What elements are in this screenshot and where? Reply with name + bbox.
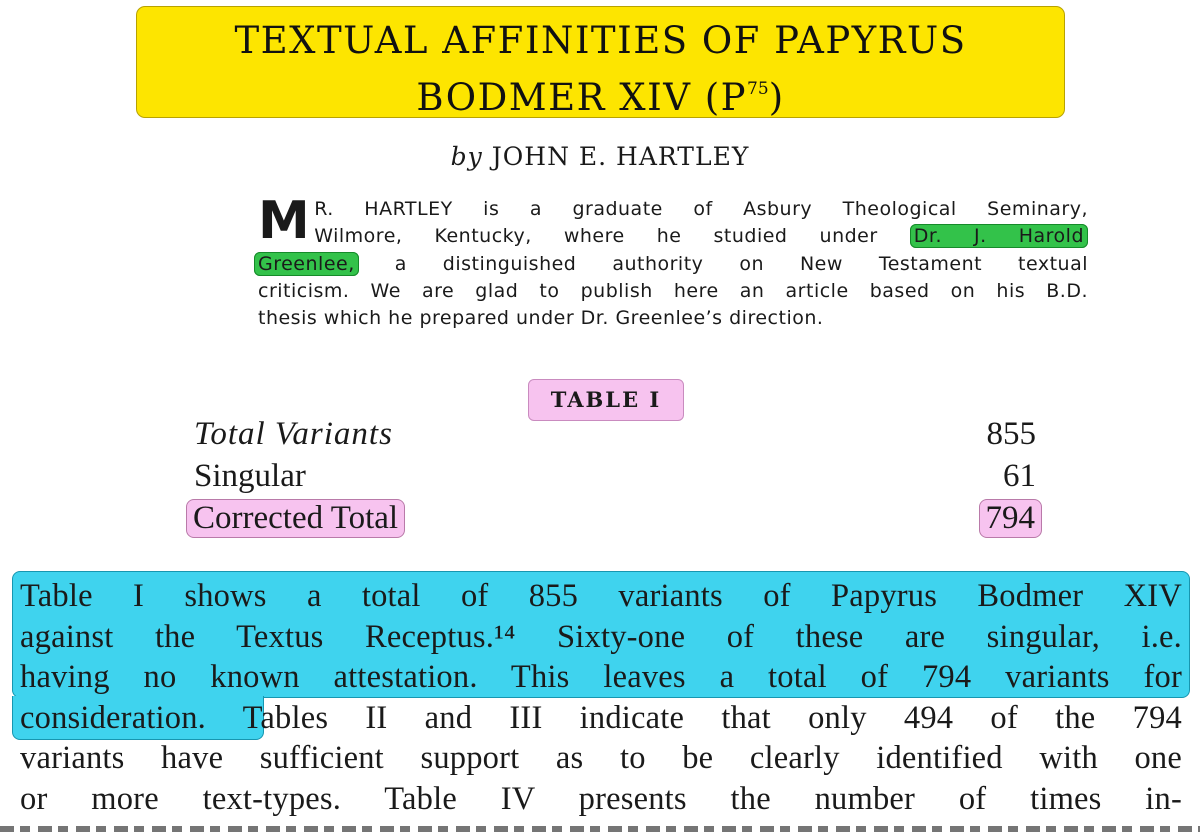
paragraph-line: Table I shows a total of 855 variants of Papyrus Bodmer XIV (20, 578, 1182, 614)
article-title (136, 6, 1065, 118)
bio-line: Greenlee, a distinguished authority on New Testament textual (254, 251, 1088, 278)
bio-line: R. HARTLEY is a graduate of Asbury Theological Seminary, (314, 198, 1088, 220)
byline-by: by (450, 142, 483, 171)
row-label: Singular (194, 458, 306, 494)
row-label: Total Variants (194, 416, 393, 452)
bio-line: criticism. We are glad to publish here an article based on his B.D. (258, 279, 1088, 302)
paragraph-line: or more text-types. Table IV presents the number of times in- (20, 780, 1182, 817)
paragraph-line: having no known attestation. This leaves a total of 794 variants for (20, 659, 1182, 695)
row-value-highlighted: 794 (979, 499, 1043, 538)
paragraph-line: variants have sufficient support as to be clearly identified with one (20, 740, 1182, 776)
drop-cap: M (258, 191, 311, 251)
author-bio (258, 191, 1088, 332)
row-value: 61 (1003, 458, 1036, 494)
row-label-highlighted: Corrected Total (186, 499, 405, 538)
bio-line: Wilmore, Kentucky, where he studied under Dr. J. Harold (258, 223, 1088, 250)
paragraph-line: against the Textus Receptus.¹⁴ Sixty-one of these are singular, i.e. (20, 618, 1182, 655)
author-name: JOHN E. HARTLEY (491, 142, 750, 171)
table-title: TABLE I (528, 379, 684, 421)
title-line-1: TEXTUAL AFFINITIES OF PAPYRUS (234, 19, 967, 62)
byline (0, 142, 1200, 171)
paragraph-line: consideration. Tables II and III indicate that only 494 of the 794 (20, 699, 1182, 736)
title-superscript: 75 (747, 79, 769, 99)
body-paragraph (20, 576, 1182, 819)
bio-line: thesis which he prepared under Dr. Greenlee’s direction. (258, 307, 824, 330)
row-value: 855 (986, 416, 1036, 452)
highlight-name-2: Greenlee, (254, 252, 359, 276)
highlight-name-1: Dr. J. Harold (910, 224, 1088, 248)
title-line-2: BODMER XIV $(P^{75})$ (416, 76, 785, 119)
cropped-text-line (0, 820, 1200, 832)
